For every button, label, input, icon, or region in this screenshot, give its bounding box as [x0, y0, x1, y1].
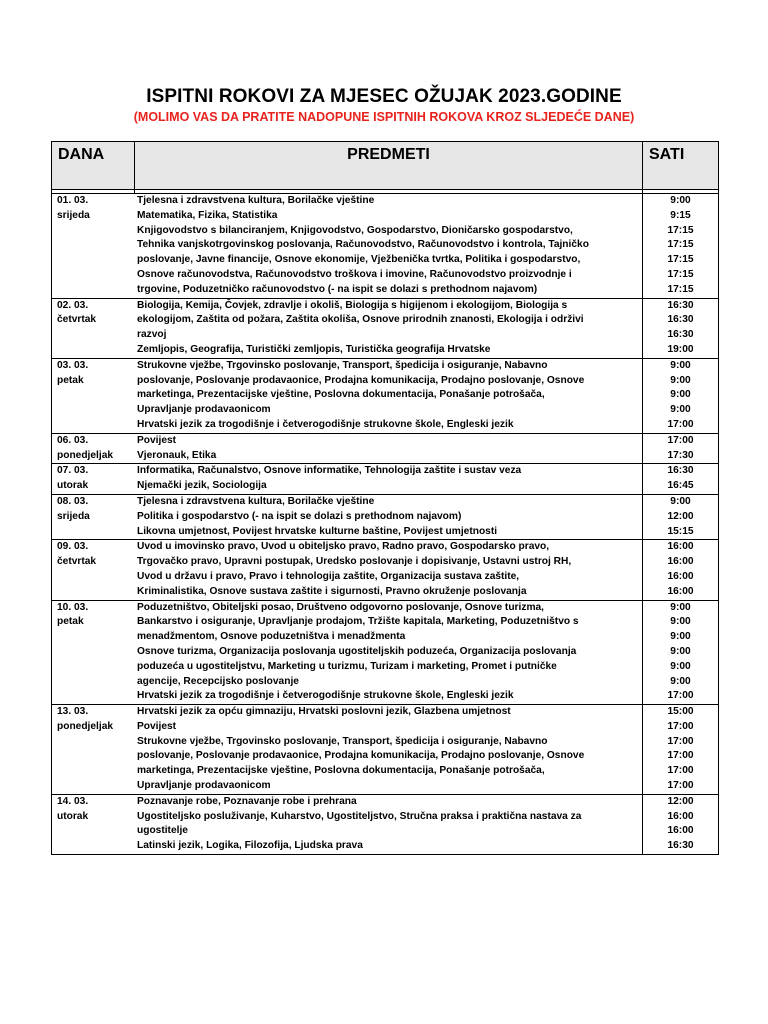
subject-line: razvoj — [137, 329, 167, 341]
weekday: petak — [57, 616, 84, 628]
table-row — [52, 540, 719, 600]
table-row — [52, 494, 719, 539]
subject-line: Osnove turizma, Organizacija poslovanja ugostiteljskih poduzeća, Organizacija poslovanja — [137, 645, 577, 657]
exam-time: 17:00 — [667, 434, 694, 446]
date-and-subjects-cell — [52, 298, 643, 358]
times-cell — [643, 358, 719, 433]
weekday: utorak — [57, 810, 89, 822]
weekday: četvrtak — [57, 556, 97, 568]
subjects-block — [137, 299, 639, 358]
date: 08. 03. — [57, 495, 89, 507]
subject-line: Biologija, Kemija, Čovjek, zdravlje i okoliš, Biologija s higijenom i ekologijom, Biologija s — [137, 299, 568, 311]
subject-line: ugostitelje — [137, 825, 188, 837]
exam-time: 16:30 — [667, 329, 694, 341]
date-block — [57, 495, 90, 525]
exam-time: 16:00 — [667, 825, 694, 837]
exam-time: 17:00 — [667, 750, 694, 762]
subject-line: Informatika, Računalstvo, Osnove informatike, Tehnologija zaštite i sustav veza — [137, 465, 522, 477]
subject-line: Uvod u državu i pravo, Pravo i tehnologija zaštite, Organizacija sustava zaštite, — [137, 570, 520, 582]
page-subtitle: (MOLIMO VAS DA PRATITE NADOPUNE ISPITNIH ROKOVA KROZ SLJEDEĆE DANE) — [133, 110, 635, 124]
subjects-block — [137, 705, 639, 794]
schedule-body — [52, 142, 719, 855]
exam-time: 17:00 — [667, 418, 694, 430]
subject-line: Politika i gospodarstvo (- na ispit se dolazi s prethodnom najavom) — [137, 510, 462, 522]
subject-line: Vjeronauk, Etika — [137, 449, 217, 461]
weekday: ponedjeljak — [57, 449, 114, 461]
date: 03. 03. — [57, 359, 89, 371]
weekday: petak — [57, 374, 84, 386]
exam-time: 17:00 — [667, 765, 694, 777]
subject-line: Hrvatski jezik za opću gimnaziju, Hrvatski poslovni jezik, Glazbena umjetnost — [137, 706, 511, 718]
subject-line: Tjelesna i zdravstvena kultura, Borilačke vještine — [137, 195, 375, 206]
exam-time: 17:15 — [667, 239, 694, 251]
subject-line: Osnove računovodstva, Računovodstvo troškova i imovine, Računovodstvo proizvodnje i — [137, 268, 572, 280]
exam-time: 16:30 — [667, 299, 694, 311]
exam-time: 16:00 — [667, 570, 694, 582]
date-and-subjects-cell — [52, 194, 643, 299]
column-header-dana: DANA — [52, 142, 135, 190]
subject-line: Hrvatski jezik za trogodišnje i četverogodišnje strukovne škole, Engleski jezik — [137, 690, 514, 702]
subject-line: Strukovne vježbe, Trgovinsko poslovanje, Transport, špedicija i osiguranje, Nabavno — [137, 359, 548, 371]
table-header-row — [52, 142, 719, 190]
date-and-subjects-cell — [52, 600, 643, 705]
exam-time: 12:00 — [667, 795, 694, 807]
exam-time: 17:15 — [667, 254, 694, 266]
subject-line: Zemljopis, Geografija, Turistički zemljopis, Turistička geografija Hrvatske — [137, 343, 491, 355]
date-and-subjects-cell — [52, 464, 643, 495]
times-cell — [643, 433, 719, 464]
times-cell — [643, 194, 719, 299]
weekday: srijeda — [57, 510, 90, 522]
subject-line: Poznavanje robe, Poznavanje robe i prehrana — [137, 795, 357, 807]
exam-time: 17:30 — [667, 449, 694, 461]
exam-time: 17:15 — [667, 268, 694, 280]
subjects-block — [137, 601, 639, 705]
subject-line: Strukovne vježbe, Trgovinsko poslovanje, Transport, špedicija i osiguranje, Nabavno — [137, 735, 548, 747]
exam-time: 17:15 — [667, 224, 694, 236]
subject-line: Povijest — [137, 720, 177, 732]
subject-line: Likovna umjetnost, Povijest hrvatske kulturne baštine, Povijest umjetnosti — [137, 525, 498, 537]
subject-line: poslovanje, Poslovanje prodavaonice, Prodajna komunikacija, Prodajno poslovanje, Osnove — [137, 750, 585, 762]
subjects-block — [137, 194, 639, 298]
table-row — [52, 433, 719, 464]
subject-line: Latinski jezik, Logika, Filozofija, Ljudska prava — [137, 840, 363, 852]
exam-time: 17:00 — [667, 735, 694, 747]
date: 06. 03. — [57, 434, 89, 446]
subject-line: agencije, Recepcijsko poslovanje — [137, 675, 299, 687]
column-header-sati: SATI — [643, 142, 719, 190]
date-block — [57, 299, 96, 329]
date-and-subjects-cell — [52, 358, 643, 433]
date-and-subjects-cell — [52, 540, 643, 600]
table-row — [52, 794, 719, 854]
date-and-subjects-cell — [52, 794, 643, 854]
subjects-block — [137, 795, 639, 854]
exam-time: 16:00 — [667, 556, 694, 568]
date-and-subjects-cell — [52, 433, 643, 464]
exam-time: 9:00 — [670, 601, 691, 613]
exam-time: 9:00 — [670, 389, 691, 401]
table-row — [52, 464, 719, 495]
date-block — [57, 464, 88, 494]
subjects-block — [137, 464, 639, 494]
times-cell — [643, 600, 719, 705]
exam-time: 16:30 — [667, 314, 694, 326]
exam-time: 19:00 — [667, 343, 694, 355]
exam-time: 16:45 — [667, 480, 694, 492]
subject-line: ekologijom, Zaštita od požara, Zaštita okoliša, Osnove prirodnih znanosti, Ekologija i održivi — [137, 314, 584, 326]
exam-time: 16:00 — [667, 810, 694, 822]
subjects-block — [137, 434, 639, 464]
subject-line: trgovine, Poduzetničko računovodstvo (- na ispit se dolazi s prethodnom najavom) — [137, 283, 538, 295]
subject-line: poduzeća u ugostiteljstvu, Marketing u turizmu, Turizam i marketing, Promet i putničke — [137, 660, 557, 672]
exam-time: 17:15 — [667, 283, 694, 295]
subject-line: poslovanje, Javne financije, Osnove ekonomije, Vježbenička tvrtka, Politika i gospodarstvo, — [137, 254, 581, 266]
times-cell — [643, 705, 719, 795]
page-title: ISPITNI ROKOVI ZA MJESEC OŽUJAK 2023.GODINE — [146, 86, 622, 107]
subject-line: Kriminalistika, Osnove sustava zaštite i sigurnosti, Pravno okruženje poslovanja — [137, 585, 527, 597]
times-cell — [643, 540, 719, 600]
subject-line: Ugostiteljsko posluživanje, Kuharstvo, Ugostiteljstvo, Stručna praksa i praktična nastava za — [137, 810, 582, 822]
subject-line: Knjigovodstvo s bilanciranjem, Knjigovodstvo, Gospodarstvo, Dioničarsko gospodarstvo, — [137, 224, 573, 236]
exam-time: 15:15 — [667, 525, 694, 537]
subject-line: Hrvatski jezik za trogodišnje i četverogodišnje strukovne škole, Engleski jezik — [137, 418, 514, 430]
exam-time: 17:00 — [667, 780, 694, 792]
times-cell — [643, 494, 719, 539]
subject-line: marketinga, Prezentacijske vještine, Poslovna dokumentacija, Ponašanje potrošača, — [137, 389, 545, 401]
subject-line: Njemački jezik, Sociologija — [137, 480, 267, 492]
date: 07. 03. — [57, 465, 89, 477]
exam-time: 16:30 — [667, 465, 694, 477]
date-block — [57, 540, 96, 570]
date-block — [57, 601, 88, 631]
exam-time: 9:00 — [670, 675, 691, 687]
subject-line: Tehnika vanjskotrgovinskog poslovanja, Računovodstvo, Računovodstvo i kontrola, Tajničko — [137, 239, 589, 251]
exam-time: 16:00 — [667, 541, 694, 553]
subject-line: Poduzetništvo, Obiteljski posao, Društveno odgovorno poslovanje, Osnove turizma, — [137, 601, 544, 613]
subject-line: Bankarstvo i osiguranje, Upravljanje prodajom, Tržište kapitala, Marketing, Poduzetništvo s — [137, 616, 579, 628]
exam-time: 16:30 — [667, 840, 694, 852]
weekday: četvrtak — [57, 314, 97, 326]
table-row — [52, 705, 719, 795]
exam-time: 9:00 — [670, 359, 691, 371]
weekday: utorak — [57, 480, 89, 492]
date: 02. 03. — [57, 299, 89, 311]
subjects-block — [137, 540, 639, 599]
weekday: srijeda — [57, 209, 90, 221]
date-block — [57, 359, 88, 389]
exam-time: 9:00 — [670, 645, 691, 657]
times-cell — [643, 794, 719, 854]
date: 01. 03. — [57, 195, 89, 206]
exam-time: 9:00 — [670, 631, 691, 643]
table-row — [52, 298, 719, 358]
date-and-subjects-cell — [52, 705, 643, 795]
table-row — [52, 600, 719, 705]
exam-time: 9:00 — [670, 195, 691, 206]
date-block — [57, 705, 113, 735]
date-and-subjects-cell — [52, 494, 643, 539]
date-block — [57, 795, 88, 825]
subject-line: menadžmentom, Osnove poduzetništva i menadžmenta — [137, 631, 406, 643]
exam-time: 12:00 — [667, 510, 694, 522]
exam-time: 16:00 — [667, 585, 694, 597]
subject-line: Uvod u imovinsko pravo, Uvod u obiteljsko pravo, Radno pravo, Gospodarsko pravo, — [137, 541, 550, 553]
date: 09. 03. — [57, 541, 89, 553]
subjects-block — [137, 495, 639, 539]
exam-time: 9:15 — [670, 209, 691, 221]
subjects-block — [137, 359, 639, 433]
date: 14. 03. — [57, 795, 89, 807]
column-header-predmeti: PREDMETI — [135, 142, 643, 190]
subject-line: Tjelesna i zdravstvena kultura, Borilačke vještine — [137, 495, 375, 507]
date-block — [57, 434, 113, 464]
weekday: ponedjeljak — [57, 720, 114, 732]
table-row — [52, 358, 719, 433]
subject-line: Matematika, Fizika, Statistika — [137, 209, 278, 221]
subject-line: Upravljanje prodavaonicom — [137, 404, 271, 416]
exam-time: 9:00 — [670, 660, 691, 672]
exam-time: 9:00 — [670, 495, 691, 507]
times-cell — [643, 464, 719, 495]
subject-line: Povijest — [137, 434, 177, 446]
date: 10. 03. — [57, 601, 89, 613]
exam-time: 15:00 — [667, 706, 694, 718]
subject-line: Upravljanje prodavaonicom — [137, 780, 271, 792]
exam-time: 9:00 — [670, 374, 691, 386]
exam-time: 9:00 — [670, 404, 691, 416]
subject-line: poslovanje, Poslovanje prodavaonice, Prodajna komunikacija, Prodajno poslovanje, Osnove — [137, 374, 585, 386]
exam-schedule-table — [51, 141, 719, 855]
table-row — [52, 194, 719, 299]
date: 13. 03. — [57, 706, 89, 718]
times-cell — [643, 298, 719, 358]
date-block — [57, 194, 90, 224]
subject-line: Trgovačko pravo, Upravni postupak, Uredsko poslovanje i dopisivanje, Ustavni ustroj RH, — [137, 556, 572, 568]
subject-line: marketinga, Prezentacijske vještine, Poslovna dokumentacija, Ponašanje potrošača, — [137, 765, 545, 777]
exam-time: 9:00 — [670, 616, 691, 628]
exam-time: 17:00 — [667, 690, 694, 702]
exam-time: 17:00 — [667, 720, 694, 732]
